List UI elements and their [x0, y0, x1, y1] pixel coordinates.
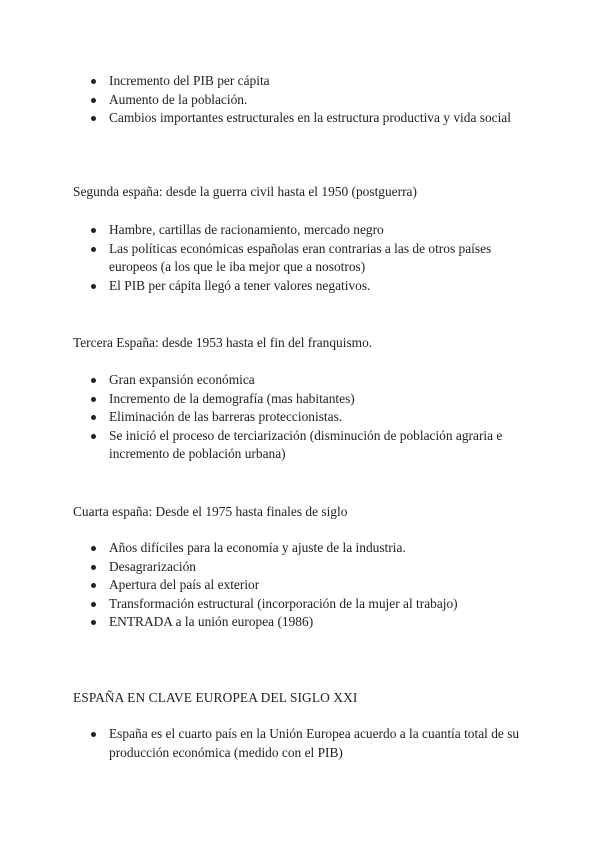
list-item-text: Cambios importantes estructurales en la estructura productiva y vida social: [109, 110, 511, 125]
list-item: [0, 595, 529, 614]
section4-heading: Cuarta españa: Desde el 1975 hasta finales de siglo: [73, 504, 348, 519]
section2-list: [0, 221, 529, 295]
bullet-icon: [91, 620, 96, 625]
list-item: [0, 221, 529, 240]
bullet-icon: [91, 602, 96, 607]
list-item: [0, 613, 529, 632]
section5-list: [0, 725, 529, 762]
bullet-icon: [91, 378, 96, 383]
section5-heading: ESPAÑA EN CLAVE EUROPEA DEL SIGLO XXI: [73, 690, 358, 705]
section2-heading: Segunda españa: desde la guerra civil hasta el 1950 (postguerra): [73, 184, 417, 199]
section3-list: [0, 371, 529, 464]
list-item-text: Apertura del país al exterior: [109, 577, 260, 592]
list-item-text: Incremento de la demografía (mas habitantes): [109, 390, 355, 406]
list-item: [0, 427, 529, 464]
list-item-text: Desagrarización: [109, 558, 196, 574]
list-item-text: Se inició el proceso de terciarización (disminución de población agraria e incremento de población urbana): [109, 427, 503, 461]
bullet-icon: [91, 98, 96, 103]
list-item-text: España es el cuarto país en la Unión Europea acuerdo a la cuantía total de su producción económica (medido con el PIB): [109, 726, 520, 760]
bullet-icon: [91, 583, 96, 588]
list-item: [0, 390, 529, 409]
list-item: [0, 558, 529, 577]
list-item-text: Incremento del PIB per cápita: [109, 73, 270, 88]
list-item: [0, 725, 529, 762]
list-item: [0, 240, 529, 277]
list-item-text: Transformación estructural (incorporación de la mujer al trabajo): [109, 595, 458, 611]
bullet-icon: [91, 116, 96, 121]
list-item: [0, 109, 529, 128]
list-item-text: ENTRADA a la unión europea (1986): [109, 614, 314, 629]
list-item: [0, 72, 529, 91]
bullet-icon: [91, 546, 96, 551]
section3-heading: Tercera España: desde 1953 hasta el fin del franquismo.: [73, 335, 373, 350]
list-item-text: Eliminación de las barreras proteccionistas.: [109, 409, 343, 424]
bullet-icon: [91, 434, 96, 439]
section4-list: [0, 539, 529, 632]
bullet-icon: [91, 247, 96, 252]
list-item-text: Hambre, cartillas de racionamiento, mercado negro: [109, 222, 384, 237]
list-item-text: El PIB per cápita llegó a tener valores negativos.: [109, 277, 371, 293]
bullet-icon: [91, 415, 96, 420]
bullet-icon: [91, 732, 96, 737]
list-item: [0, 539, 529, 558]
list-item-text: Años difíciles para la economía y ajuste de la industria.: [109, 540, 406, 555]
bullet-icon: [91, 284, 96, 289]
bullet-icon: [91, 228, 96, 233]
list-item-text: Las políticas económicas españolas eran contrarias a las de otros países europeos (a los que le iba mejor que a nosotros): [109, 240, 492, 274]
list-item: [0, 408, 529, 427]
bullet-icon: [91, 79, 96, 84]
list-item-text: Aumento de la población.: [109, 91, 248, 107]
list-item: [0, 371, 529, 390]
list-item: [0, 277, 529, 296]
section1-list: [0, 72, 529, 128]
list-item-text: Gran expansión económica: [109, 372, 255, 387]
bullet-icon: [91, 565, 96, 570]
list-item: [0, 91, 529, 110]
list-item: [0, 576, 529, 595]
bullet-icon: [91, 397, 96, 402]
